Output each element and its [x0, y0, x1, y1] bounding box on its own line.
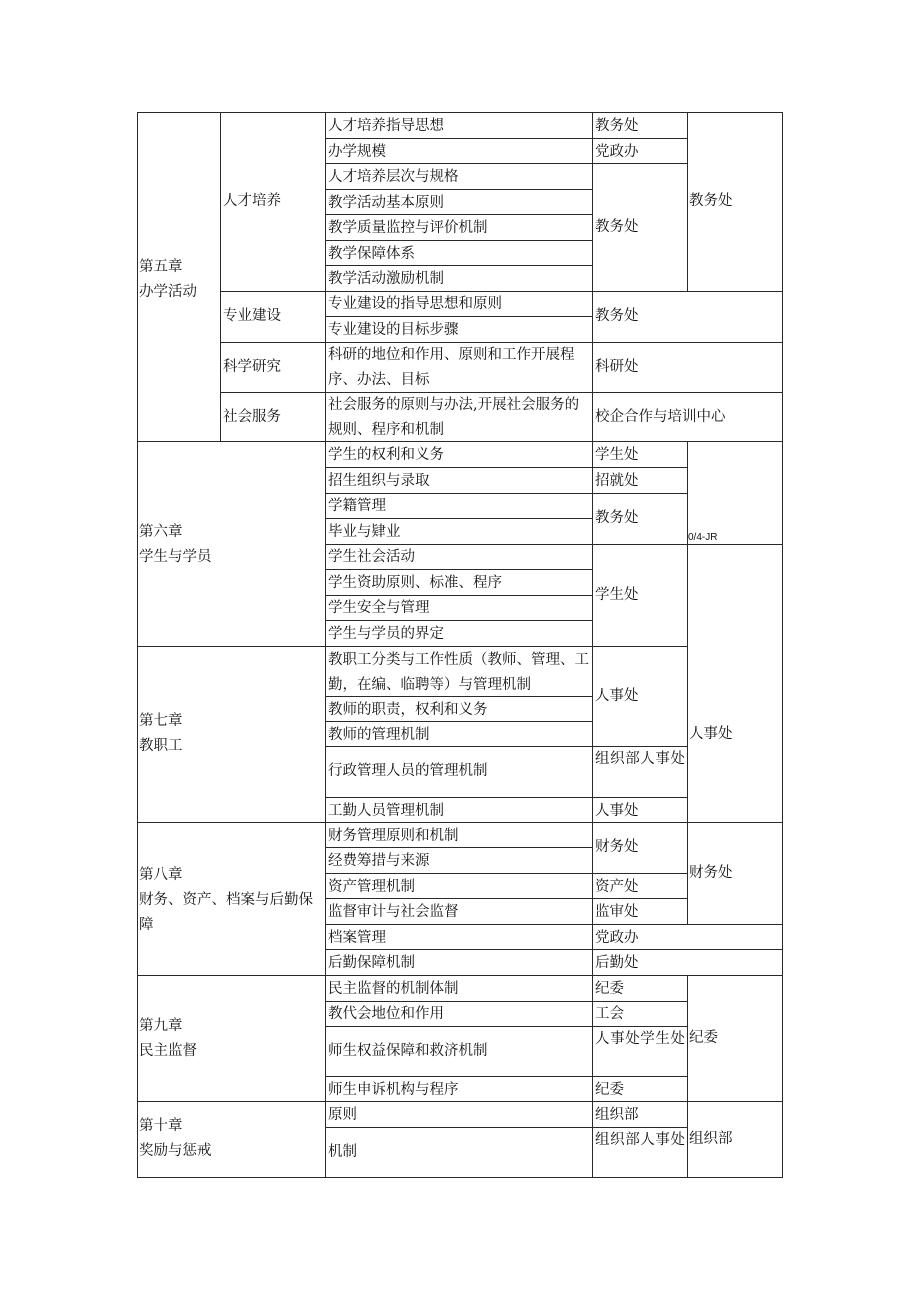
chapter-number: 第七章: [139, 713, 183, 729]
chapter-title: 办学活动: [139, 284, 197, 300]
item-cell: 教学质量监控与评价机制: [328, 220, 488, 236]
dept-cell: 党政办: [595, 930, 639, 946]
dept-cell: 组织部人事处: [595, 751, 685, 767]
lead-dept-cell: 0/4-JR: [688, 532, 718, 543]
lead-dept-cell: 人事处: [689, 726, 733, 742]
item-cell: 工勤人员管理机制: [328, 803, 444, 819]
lead-dept-cell: 教务处: [689, 193, 733, 209]
dept-cell: 校企合作与培训中心: [595, 409, 726, 425]
dept-cell: 后勤处: [595, 955, 639, 971]
item-cell: 学生资助原则、标准、程序: [328, 575, 502, 591]
dept-cell: 教务处: [595, 308, 639, 324]
dept-cell: 纪委: [595, 981, 624, 997]
item-cell: 学生安全与管理: [328, 600, 430, 616]
dept-cell: 人事处: [595, 803, 639, 819]
dept-cell: 人事处学生处: [595, 1031, 685, 1047]
lead-dept-cell: 组织部: [689, 1131, 733, 1147]
dept-cell: 学生处: [595, 587, 639, 603]
dept-cell: 人事处: [595, 688, 639, 704]
item-cell: 人才培养层次与规格: [328, 169, 459, 185]
item-cell: 办学规模: [328, 144, 386, 160]
item-cell: 师生权益保障和救济机制: [328, 1043, 488, 1059]
chapter-number: 第六章: [139, 524, 183, 540]
dept-cell: 组织部人事处: [595, 1132, 685, 1148]
item-cell: 学生与学员的界定: [328, 626, 444, 642]
chapter-number: 第五章: [139, 259, 183, 275]
item-cell: 教学活动基本原则: [328, 195, 444, 211]
dept-cell: 教务处: [595, 219, 639, 235]
item-cell: 后勤保障机制: [328, 955, 415, 971]
section-title: 人才培养: [223, 193, 281, 209]
item-cell: 机制: [328, 1144, 357, 1160]
item-cell: 毕业与肄业: [328, 524, 401, 540]
item-cell: 资产管理机制: [328, 879, 415, 895]
chapter-title: 学生与学员: [139, 549, 212, 565]
item-cell: 专业建设的指导思想和原则: [328, 296, 502, 312]
lead-dept-cell: 财务处: [689, 865, 733, 881]
item-cell: 教学活动激励机制: [328, 271, 444, 287]
chapter-title: 民主监督: [139, 1043, 197, 1059]
dept-cell: 教务处: [595, 510, 639, 526]
item-cell: 财务管理原则和机制: [328, 828, 459, 844]
item-cell: 专业建设的目标步骤: [328, 322, 459, 338]
item-cell: 教学保障体系: [328, 246, 415, 262]
item-cell: 教代会地位和作用: [328, 1006, 444, 1022]
chapter-title: 财务、资产、档案与后勤保障: [139, 892, 313, 933]
dept-cell: 科研处: [595, 359, 639, 375]
dept-cell: 党政办: [595, 144, 639, 160]
item-cell: 师生申诉机构与程序: [328, 1082, 459, 1098]
chapter-title: 教职工: [139, 738, 183, 754]
dept-cell: 纪委: [595, 1082, 624, 1098]
item-cell: 科研的地位和作用、原则和工作开展程序、办法、目标: [328, 347, 575, 388]
item-cell: 教师的职责，权利和义务: [328, 702, 488, 718]
section-title: 科学研究: [223, 359, 281, 375]
item-cell: 人才培养指导思想: [328, 118, 444, 134]
dept-cell: 招就处: [595, 473, 639, 489]
chapter-number: 第八章: [139, 867, 183, 883]
dept-cell: 财务处: [595, 839, 639, 855]
dept-cell: 资产处: [595, 879, 639, 895]
chapter-number: 第九章: [139, 1018, 183, 1034]
dept-cell: 组织部: [595, 1107, 639, 1123]
item-cell: 行政管理人员的管理机制: [328, 763, 488, 779]
section-title: 社会服务: [223, 409, 281, 425]
dept-cell: 监审处: [595, 904, 639, 920]
item-cell: 学籍管理: [328, 498, 386, 514]
item-cell: 教师的管理机制: [328, 727, 430, 743]
item-cell: 学生社会活动: [328, 549, 415, 565]
item-cell: 经费筹措与来源: [328, 853, 430, 869]
item-cell: 档案管理: [328, 930, 386, 946]
item-cell: 监督审计与社会监督: [328, 904, 459, 920]
dept-cell: 工会: [595, 1006, 624, 1022]
item-cell: 教职工分类与工作性质（教师、管理、工勤，在编、临聘等）与管理机制: [328, 652, 589, 693]
item-cell: 学生的权利和义务: [328, 447, 444, 463]
item-cell: 招生组织与录取: [328, 473, 430, 489]
chapter-number: 第十章: [139, 1118, 183, 1134]
dept-cell: 教务处: [595, 118, 639, 134]
dept-cell: 学生处: [595, 447, 639, 463]
item-cell: 民主监督的机制体制: [328, 981, 459, 997]
lead-dept-cell: 纪委: [689, 1030, 718, 1046]
item-cell: 社会服务的原则与办法,开展社会服务的规则、程序和机制: [328, 397, 580, 438]
item-cell: 原则: [328, 1107, 357, 1123]
chapter-title: 奖励与惩戒: [139, 1143, 212, 1159]
section-title: 专业建设: [223, 308, 281, 324]
